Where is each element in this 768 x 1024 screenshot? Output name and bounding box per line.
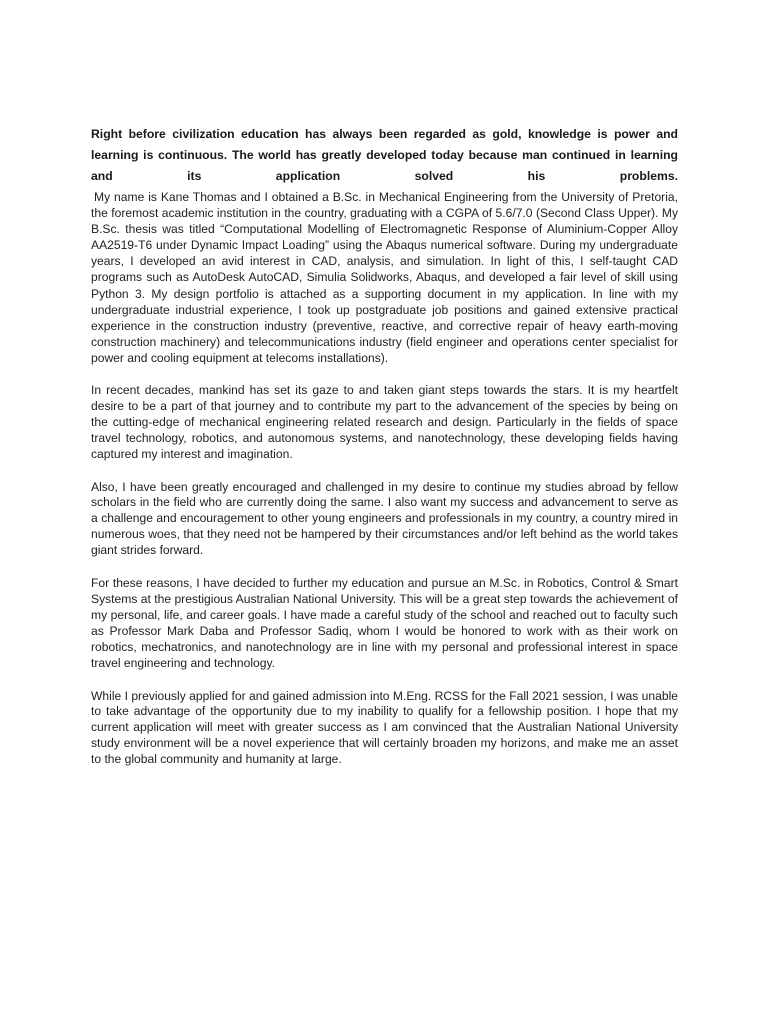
body-paragraph-previous-admission: While I previously applied for and gained admission into M.Eng. RCSS for the Fall 2021 session, I was unable to take advantage of the opportunity due to my inability to qualify for a fellowship position. I hope that my current application will meet with greater success as I am convinced that the Australian National University study environment will be a novel experience that will certainly broaden my horizons, and make me an asset to the global community and humanity at large. xyxy=(91,688,678,767)
body-paragraph-background: My name is Kane Thomas and I obtained a B.Sc. in Mechanical Engineering from the University of Pretoria, the foremost academic institution in the country, graduating with a CGPA of 5.6/7.0 (Second Class Upper). My B.Sc. thesis was titled “Computational Modelling of Electromagnetic Response of Aluminium-Copper Alloy AA2519-T6 under Dynamic Impact Loading” using the Abaqus numerical software. During my undergraduate years, I developed an avid interest in CAD, analysis, and simulation. In light of this, I self-taught CAD programs such as AutoDesk AutoCAD, Simulia Solidworks, Abaqus, and developed a fair level of skill using Python 3. My design portfolio is attached as a supporting document in my application. In line with my undergraduate industrial experience, I took up postgraduate job positions and gained extensive practical experience in the construction industry (preventive, reactive, and corrective repair of heavy earth-moving construction machinery) and telecommunications industry (field engineer and operations center specialist for power and cooling equipment at telecoms installations). xyxy=(91,190,678,365)
body-paragraph-motivation: In recent decades, mankind has set its gaze to and taken giant steps towards the stars. It is my heartfelt desire to be a part of that journey and to contribute my part to the advancement of the species by being on the cutting-edge of mechanical engineering related research and design. Particularly in the fields of space travel technology, robotics, and autonomous systems, and nanotechnology, these developing fields having captured my interest and imagination. xyxy=(91,383,678,461)
document-body xyxy=(91,124,678,768)
body-paragraph-program-choice: For these reasons, I have decided to further my education and pursue an M.Sc. in Robotics, Control & Smart Systems at the prestigious Australian National University. This will be a great step towards the achievement of my personal, life, and career goals. I have made a careful study of the school and reached out to faculty such as Professor Mark Daba and Professor Sadiq, whom I would be honored to work with as their work on robotics, mechatronics, and nanotechnology are in line with my personal and professional interest in space travel engineering and technology. xyxy=(91,576,678,670)
body-paragraph-encouragement: Also, I have been greatly encouraged and challenged in my desire to continue my studies abroad by fellow scholars in the field who are currently doing the same. I also want my success and advancement to serve as a challenge and encouragement to other young engineers and professionals in my country, a country mired in numerous woes, that they need not be hampered by their circumstances and/or left behind as the world takes giant strides forward. xyxy=(91,479,678,558)
intro-paragraph: Right before civilization education has always been regarded as gold, knowledge is power and learning is continuous. The world has greatly developed today because man continued in learning and its application solved his problems. xyxy=(91,127,678,183)
